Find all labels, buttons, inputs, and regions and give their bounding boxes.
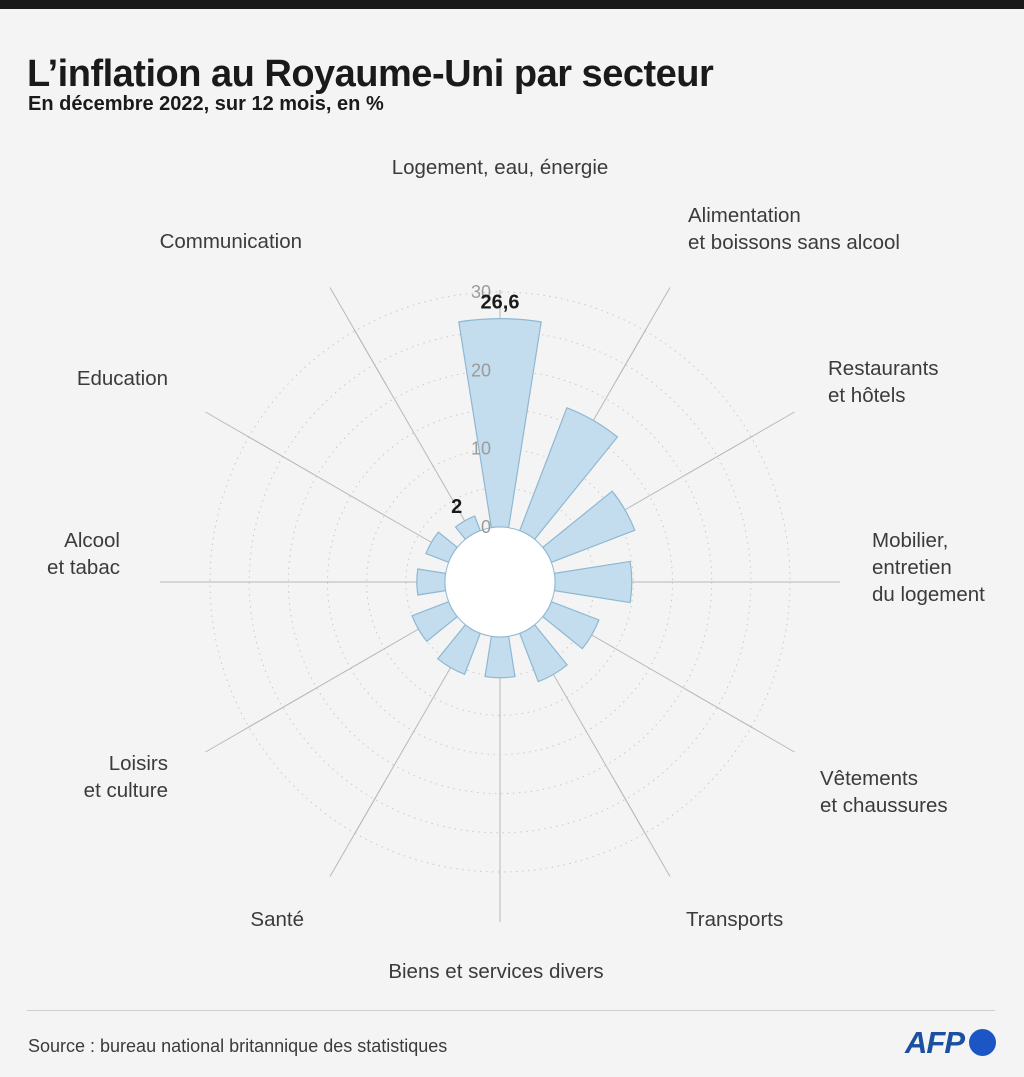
afp-logo-dot-icon	[969, 1029, 996, 1056]
afp-logo	[905, 1025, 996, 1059]
category-label: et hôtels	[828, 384, 906, 407]
category-label: Transports	[686, 908, 784, 931]
page-title: L’inflation au Royaume-Uni par secteur	[27, 53, 714, 96]
category-label: Alimentation	[688, 204, 801, 227]
svg-text:10: 10	[470, 438, 491, 459]
svg-text:0: 0	[480, 517, 491, 537]
page-subtitle: En décembre 2022, sur 12 mois, en %	[28, 93, 384, 115]
category-label: du logement	[872, 583, 985, 606]
category-label: Biens et services divers	[388, 960, 604, 983]
svg-text:26,6: 26,6	[480, 291, 520, 314]
afp-logo-text: AFP	[905, 1024, 964, 1060]
chart-svg	[0, 130, 1024, 1010]
category-label: Alcool	[64, 529, 120, 552]
category-label: Vêtements	[820, 767, 918, 790]
footer-divider	[27, 1010, 995, 1011]
category-label: et chaussures	[820, 794, 948, 817]
category-label: Education	[76, 367, 168, 390]
svg-text:2: 2	[451, 495, 463, 518]
category-label: entretien	[872, 556, 952, 579]
category-label: Communication	[159, 230, 302, 253]
center-hole	[445, 527, 555, 637]
category-label: Santé	[250, 908, 304, 931]
category-label: Logement, eau, énergie	[391, 156, 609, 179]
category-label: Mobilier,	[872, 529, 949, 552]
category-label: Restaurants	[828, 357, 939, 380]
svg-text:30: 30	[470, 282, 491, 302]
top-rule	[0, 0, 1024, 9]
source-note: Source : bureau national britannique des statistiques	[28, 1036, 448, 1056]
category-label: et culture	[83, 779, 168, 802]
category-label: et boissons sans alcool	[688, 231, 900, 254]
radial-bar-chart	[0, 130, 1024, 1010]
category-label: et tabac	[47, 556, 120, 579]
svg-text:20: 20	[470, 360, 491, 381]
category-label: Loisirs	[108, 752, 168, 775]
